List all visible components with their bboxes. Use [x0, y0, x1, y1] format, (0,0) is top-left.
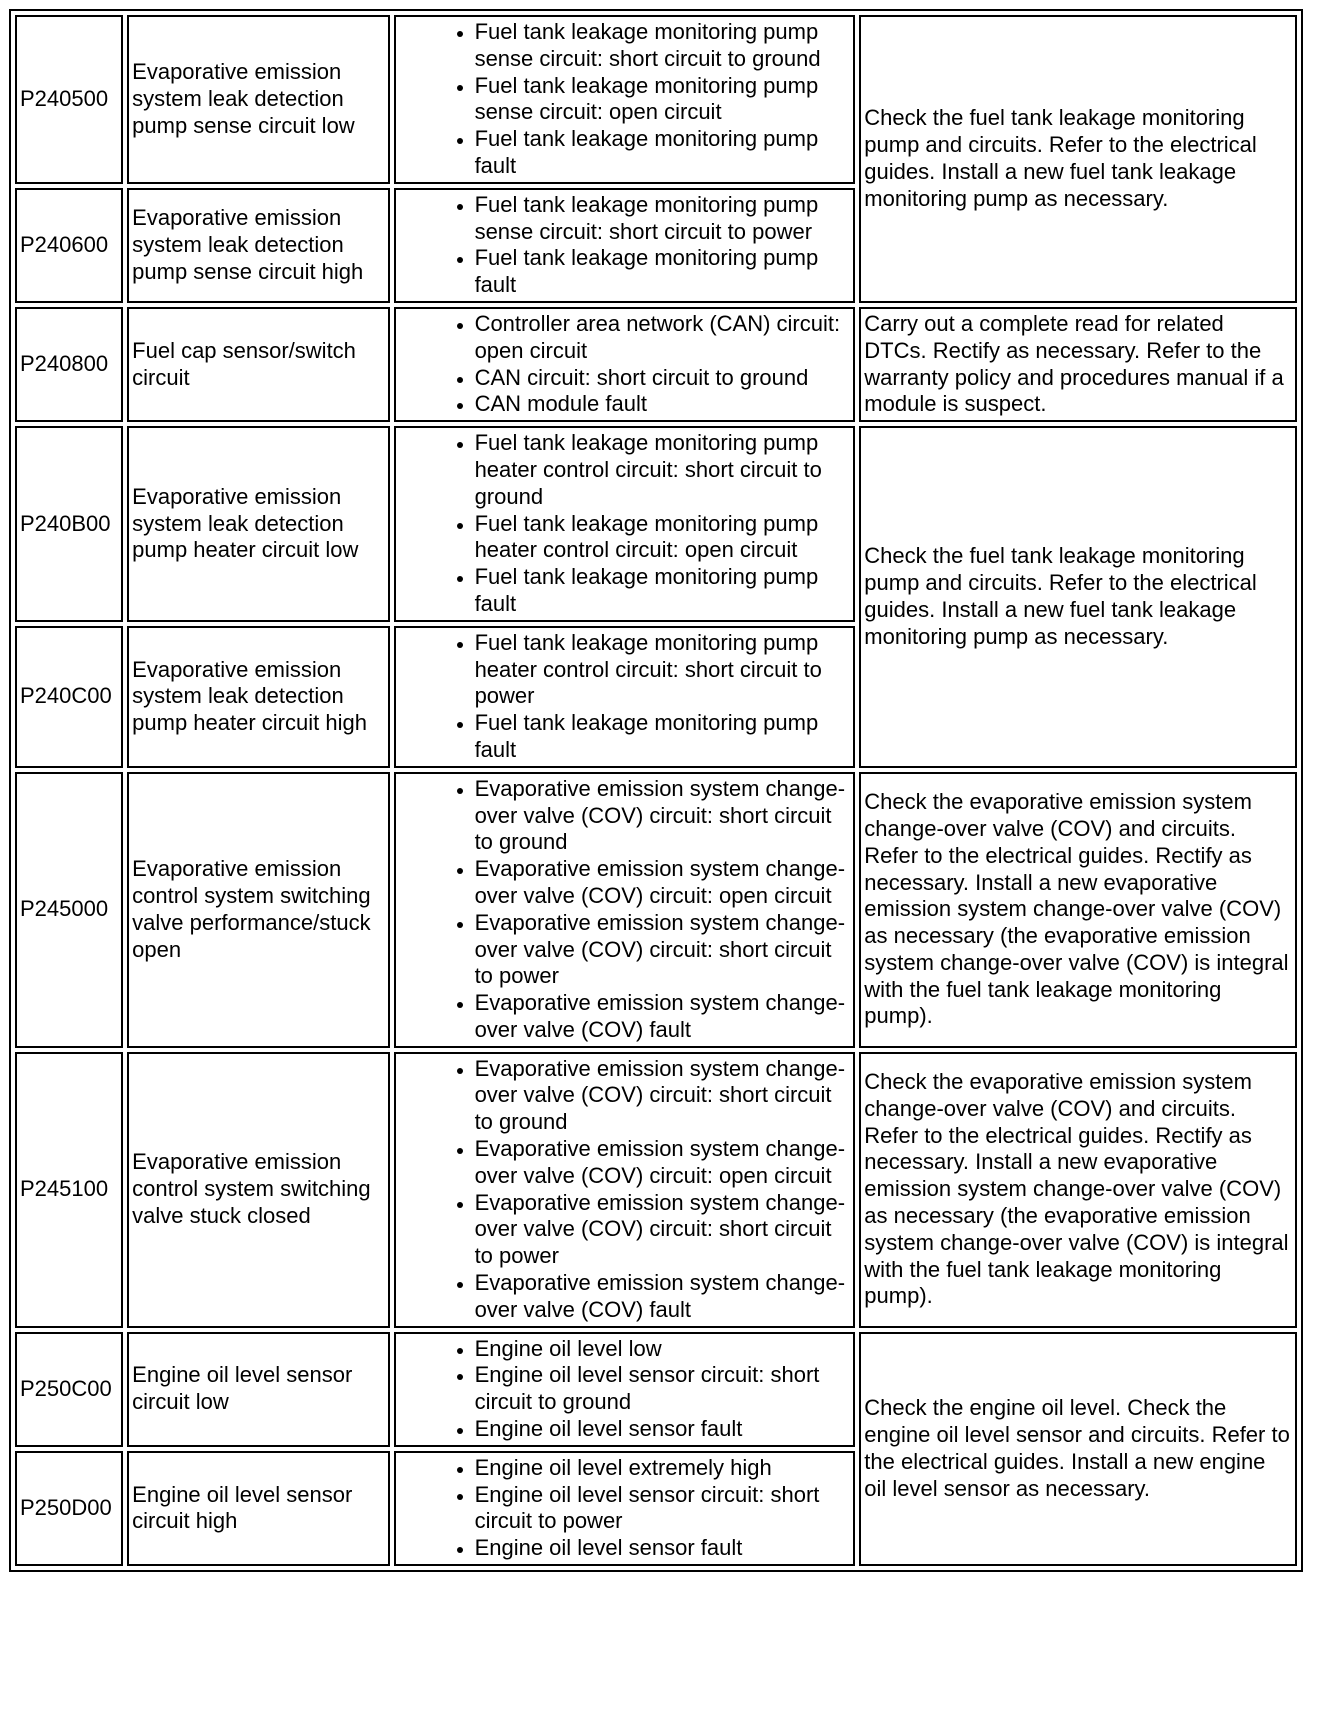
dtc-description: Engine oil level sensor circuit low: [127, 1332, 389, 1447]
action-text: Check the evaporative emission system change-over valve (COV) and circuits. Refer to the electrical guides. Rectify as necessary. Install a new evaporative emission system change-over valve (COV) as necessary (the evaporative emission system change-over valve (COV) is integral with the fuel tank leakage monitoring pump).: [859, 1052, 1297, 1328]
causes-list: [399, 311, 851, 418]
possible-causes: [394, 188, 856, 303]
cause-item: • Engine oil level sensor circuit: short circuit to ground: [475, 1362, 851, 1416]
possible-causes: [394, 1451, 856, 1566]
cause-item: • Engine oil level low: [475, 1336, 851, 1363]
cause-item: • Fuel tank leakage monitoring pump heater control circuit: short circuit to power: [475, 630, 851, 710]
dtc-description: Evaporative emission control system switching valve stuck closed: [127, 1052, 389, 1328]
dtc-code: P240C00: [15, 626, 123, 768]
dtc-code: P250D00: [15, 1451, 123, 1566]
possible-causes: [394, 426, 856, 622]
cause-item: • Fuel tank leakage monitoring pump heater control circuit: short circuit to ground: [475, 430, 851, 510]
dtc-code: P245000: [15, 772, 123, 1048]
table-row: [15, 772, 1297, 1048]
cause-item: • Fuel tank leakage monitoring pump fault: [475, 710, 851, 764]
cause-item: • Fuel tank leakage monitoring pump fault: [475, 245, 851, 299]
action-text: Check the fuel tank leakage monitoring pump and circuits. Refer to the electrical guides. Install a new fuel tank leakage monitoring pump as necessary.: [859, 15, 1297, 303]
table-row: [15, 1052, 1297, 1328]
cause-item: • Fuel tank leakage monitoring pump sense circuit: open circuit: [475, 73, 851, 127]
cause-item: • Fuel tank leakage monitoring pump sense circuit: short circuit to ground: [475, 19, 851, 73]
cause-item: • Evaporative emission system change-over valve (COV) circuit: open circuit: [475, 1136, 851, 1190]
cause-item: • Engine oil level sensor fault: [475, 1416, 851, 1443]
dtc-description: Evaporative emission system leak detection pump heater circuit low: [127, 426, 389, 622]
cause-item: • Evaporative emission system change-over valve (COV) circuit: short circuit to ground: [475, 1056, 851, 1136]
table-row: [15, 15, 1297, 184]
cause-item: • CAN circuit: short circuit to ground: [475, 365, 851, 392]
cause-item: • Evaporative emission system change-over valve (COV) circuit: open circuit: [475, 856, 851, 910]
possible-causes: [394, 15, 856, 184]
action-text: Check the engine oil level. Check the engine oil level sensor and circuits. Refer to the electrical guides. Install a new engine oil level sensor as necessary.: [859, 1332, 1297, 1566]
possible-causes: [394, 772, 856, 1048]
dtc-code: P245100: [15, 1052, 123, 1328]
causes-list: [399, 430, 851, 618]
dtc-description: Evaporative emission system leak detection pump sense circuit low: [127, 15, 389, 184]
possible-causes: [394, 626, 856, 768]
cause-item: • Evaporative emission system change-over valve (COV) fault: [475, 990, 851, 1044]
causes-list: [399, 1336, 851, 1443]
cause-item: • Fuel tank leakage monitoring pump fault: [475, 564, 851, 618]
dtc-description: Evaporative emission system leak detection pump sense circuit high: [127, 188, 389, 303]
dtc-code: P240500: [15, 15, 123, 184]
dtc-code: P240B00: [15, 426, 123, 622]
dtc-description: Evaporative emission control system switching valve performance/stuck open: [127, 772, 389, 1048]
cause-item: • Evaporative emission system change-over valve (COV) fault: [475, 1270, 851, 1324]
cause-item: • Controller area network (CAN) circuit: open circuit: [475, 311, 851, 365]
possible-causes: [394, 307, 856, 422]
dtc-description: Evaporative emission system leak detection pump heater circuit high: [127, 626, 389, 768]
action-text: Check the evaporative emission system change-over valve (COV) and circuits. Refer to the electrical guides. Rectify as necessary. Install a new evaporative emission system change-over valve (COV) as necessary (the evaporative emission system change-over valve (COV) is integral with the fuel tank leakage monitoring pump).: [859, 772, 1297, 1048]
cause-item: • CAN module fault: [475, 391, 851, 418]
table-row: [15, 426, 1297, 622]
cause-item: • Fuel tank leakage monitoring pump heater control circuit: open circuit: [475, 511, 851, 565]
dtc-code: P240600: [15, 188, 123, 303]
cause-item: • Evaporative emission system change-over valve (COV) circuit: short circuit to ground: [475, 776, 851, 856]
dtc-code: P250C00: [15, 1332, 123, 1447]
cause-item: • Evaporative emission system change-over valve (COV) circuit: short circuit to power: [475, 1190, 851, 1270]
cause-item: • Evaporative emission system change-over valve (COV) circuit: short circuit to power: [475, 910, 851, 990]
cause-item: • Fuel tank leakage monitoring pump sense circuit: short circuit to power: [475, 192, 851, 246]
dtc-code: P240800: [15, 307, 123, 422]
dtc-table-body: [15, 15, 1297, 1566]
causes-list: [399, 1056, 851, 1324]
cause-item: • Engine oil level sensor fault: [475, 1535, 851, 1562]
causes-list: [399, 19, 851, 180]
table-row: [15, 1332, 1297, 1447]
table-row: [15, 307, 1297, 422]
cause-item: • Engine oil level extremely high: [475, 1455, 851, 1482]
cause-item: • Fuel tank leakage monitoring pump fault: [475, 126, 851, 180]
possible-causes: [394, 1332, 856, 1447]
causes-list: [399, 630, 851, 764]
dtc-description: Engine oil level sensor circuit high: [127, 1451, 389, 1566]
action-text: Check the fuel tank leakage monitoring pump and circuits. Refer to the electrical guides. Install a new fuel tank leakage monitoring pump as necessary.: [859, 426, 1297, 768]
cause-item: • Engine oil level sensor circuit: short circuit to power: [475, 1482, 851, 1536]
possible-causes: [394, 1052, 856, 1328]
dtc-description: Fuel cap sensor/switch circuit: [127, 307, 389, 422]
dtc-table: [9, 9, 1303, 1572]
causes-list: [399, 192, 851, 299]
causes-list: [399, 776, 851, 1044]
action-text: Carry out a complete read for related DTCs. Rectify as necessary. Refer to the warranty policy and procedures manual if a module is suspect.: [859, 307, 1297, 422]
causes-list: [399, 1455, 851, 1562]
